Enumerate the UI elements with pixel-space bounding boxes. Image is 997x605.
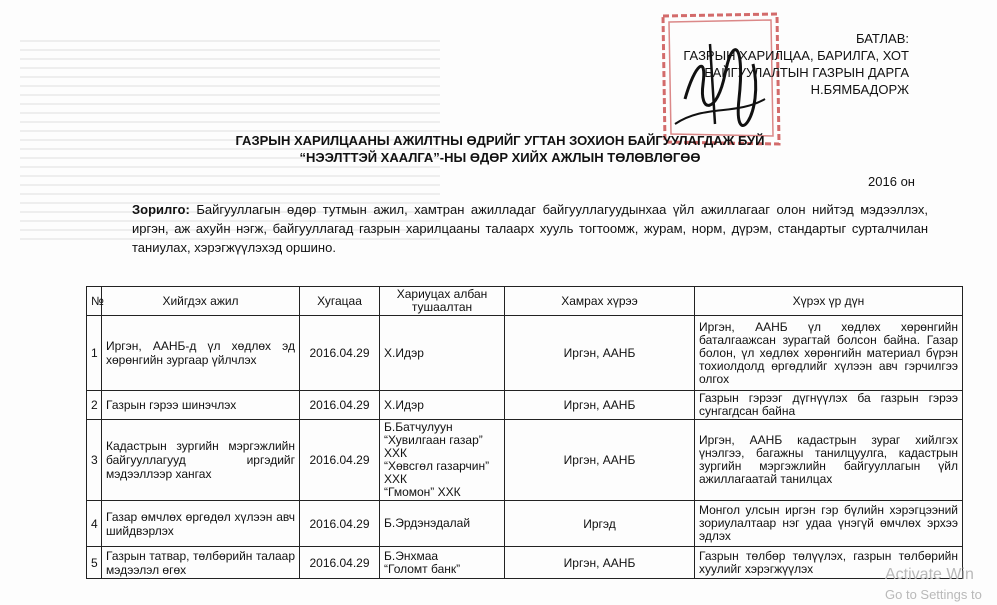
goal-paragraph (132, 200, 928, 257)
row-result: Монгол улсын иргэн гэр бүлийн хэрэгцээний зориулалтаар нэг удаа үнэгүй өмчлөх эрхээ эдлэх (695, 501, 963, 547)
responsible-line: “Гмомон” ХХК (384, 485, 461, 499)
responsible-line: Х.Идэр (384, 397, 424, 412)
responsible-line: Б.Батчулуун (384, 420, 453, 434)
row-result: Иргэн, ААНБ кадастрын зураг хийлгэх үнэлгээ, багажны танилцуулга, кадастрын зургийн мэргэжлийн байгууллагын үйл ажиллагаатай танилцах (695, 420, 963, 501)
header-result: Хүрэх үр дүн (695, 287, 963, 316)
row-result: Газрын төлбөр төлүүлэх, газрын төлбөрийн хуулийг хэрэгжүүлэх (695, 547, 963, 579)
row-responsible (380, 547, 505, 579)
title-line1: ГАЗРЫН ХАРИЛЦААНЫ АЖИЛТНЫ ӨДРИЙГ УГТАН ЗОХИОН БАЙГУУЛАГДАЖ БУЙ (235, 133, 765, 148)
row-number: 2 (87, 391, 102, 420)
row-result: Иргэн, ААНБ үл хөдлөх хөрөнгийн баталгаажсан зурагтай болсон байна. Газар болон, үл хөдлөх хөрөнгийн материал бүрэн тохиолдолд өргөдлийг хүлээн авч гэрчилгээ олгох (695, 316, 963, 391)
responsible-line: “Хөвсгөл газарчин” ХХК (384, 459, 490, 486)
goal-label: Зорилго: (132, 202, 190, 217)
responsible-line: “Хувилгаан газар” ХХК (384, 433, 483, 460)
row-number: 1 (87, 316, 102, 391)
activate-windows-watermark (885, 565, 982, 605)
row-scope: Иргэн, ААНБ (505, 547, 695, 579)
responsible-line: “Голомт банк” (384, 561, 461, 576)
row-task: Иргэн, ААНБ-д үл хөдлөх эд хөрөнгийн зургаар үйлчлэх (102, 316, 300, 391)
document-title (150, 132, 850, 166)
row-result: Газрын гэрээг дүгнүүлэх ба газрын гэрээ сунгагдсан байна (695, 391, 963, 420)
row-scope: Иргэд (505, 501, 695, 547)
row-number: 3 (87, 420, 102, 501)
header-task: Хийгдэх ажил (102, 287, 300, 316)
row-date: 2016.04.29 (300, 391, 380, 420)
table-row (87, 420, 963, 501)
row-scope: Иргэн, ААНБ (505, 420, 695, 501)
title-line2: “НЭЭЛТТЭЙ ХААЛГА”-НЫ ӨДӨР ХИЙХ АЖЛЫН ТӨЛӨВЛӨГӨӨ (299, 150, 701, 165)
work-plan-table (86, 286, 963, 579)
row-task: Газар өмчлөх өргөдөл хүлээн авч шийдвэрлэх (102, 501, 300, 547)
table-header-row (87, 287, 963, 316)
row-date: 2016.04.29 (300, 316, 380, 391)
header-number: № (87, 287, 102, 316)
row-scope: Иргэн, ААНБ (505, 391, 695, 420)
row-responsible (380, 316, 505, 391)
responsible-line: Х.Идэр (384, 345, 424, 360)
row-scope: Иргэн, ААНБ (505, 316, 695, 391)
row-date: 2016.04.29 (300, 501, 380, 547)
header-scope: Хамрах хүрээ (505, 287, 695, 316)
row-responsible (380, 391, 505, 420)
row-number: 5 (87, 547, 102, 579)
table-row (87, 547, 963, 579)
goal-text: Байгууллагын өдөр тутмын ажил, хамтран ажилладаг байгууллагуудынхаа үйл ажиллагааг олон нийтэд мэдээллэх, иргэн, аж ахуйн нэгж, байгууллагад газрын харилцааны талаарх хууль тогтоомж, журам, норм, дүрэм, стандартыг сурталчилан таниулах, хэрэгжүүлэхэд оршино. (132, 202, 928, 255)
approval-heading: БАТЛАВ: (855, 31, 909, 46)
approval-position-line1: ГАЗРЫН ХАРИЛЦАА, БАРИЛГА, ХОТ (683, 48, 909, 63)
approval-name: Н.БЯМБАДОРЖ (810, 82, 909, 97)
row-responsible (380, 420, 505, 501)
responsible-line: Б.Эрдэнэдалай (384, 516, 471, 530)
row-date: 2016.04.29 (300, 547, 380, 579)
header-responsible: Хариуцах албан тушаалтан (380, 287, 505, 316)
row-task: Кадастрын зургийн мэргэжлийн байгууллагууд иргэдийг мэдээллээр хангах (102, 420, 300, 501)
watermark-line1: Activate Win (885, 566, 974, 583)
row-date: 2016.04.29 (300, 420, 380, 501)
document-year: 2016 он (868, 174, 915, 189)
table-row (87, 501, 963, 547)
approval-position-line2: БАЙГУУЛАЛТЫН ГАЗРЫН ДАРГА (704, 65, 909, 80)
header-date: Хугацаа (300, 287, 380, 316)
table-row (87, 391, 963, 420)
watermark-line2: Go to Settings to (885, 587, 982, 602)
approval-block (683, 30, 909, 98)
row-task: Газрын гэрээ шинэчлэх (102, 391, 300, 420)
row-responsible (380, 501, 505, 547)
table-row (87, 316, 963, 391)
row-task: Газрын татвар, төлбөрийн талаар мэдээлэл өгөх (102, 547, 300, 579)
responsible-line: Б.Энхмаа (384, 548, 439, 563)
row-number: 4 (87, 501, 102, 547)
